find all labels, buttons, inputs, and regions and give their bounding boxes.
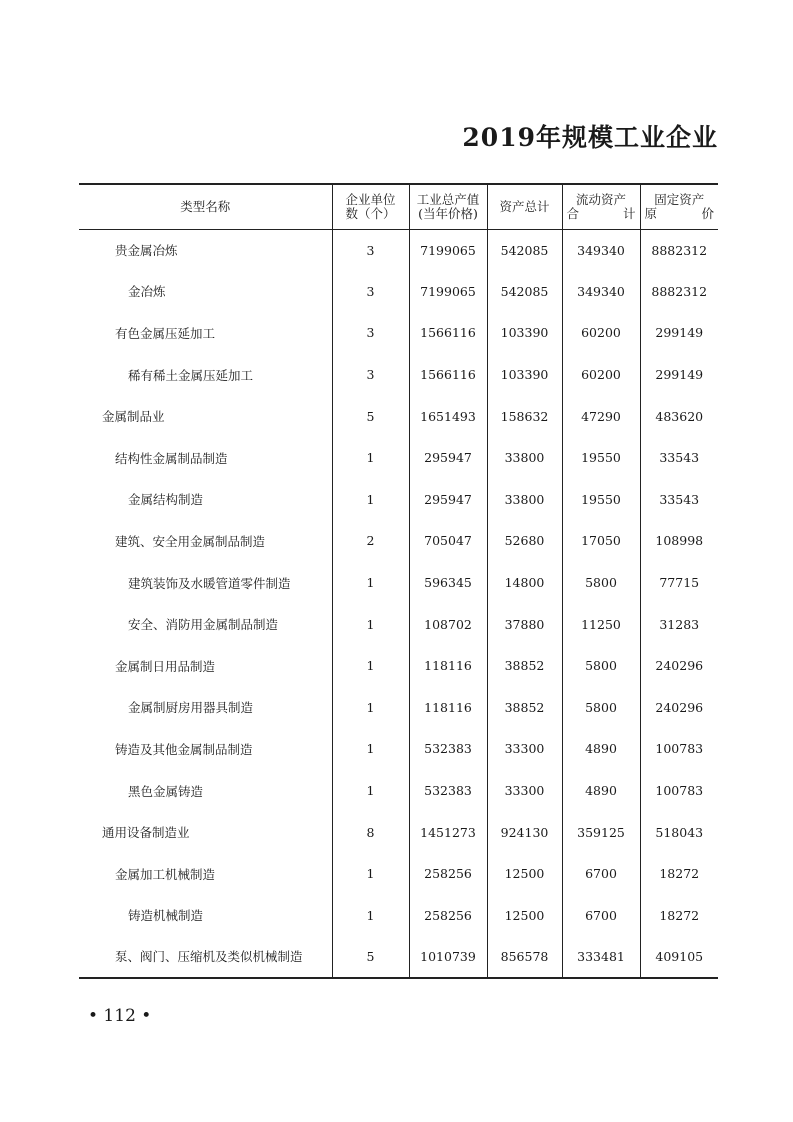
cell-fixed: 31283	[640, 603, 718, 645]
cell-fixed: 240296	[640, 687, 718, 729]
cell-name: 金属制日用品制造	[115, 658, 216, 674]
cell-assets: 856578	[487, 936, 562, 978]
cell-output: 596345	[409, 562, 487, 604]
cell-name: 铸造及其他金属制品制造	[115, 741, 253, 757]
cell-fixed: 409105	[640, 936, 718, 978]
cell-name: 建筑、安全用金属制品制造	[115, 533, 266, 549]
cell-current: 11250	[562, 603, 640, 645]
cell-output: 705047	[409, 520, 487, 562]
cell-name: 建筑装饰及水暖管道零件制造	[128, 575, 291, 591]
cell-current: 349340	[562, 229, 640, 271]
cell-assets: 33300	[487, 770, 562, 812]
table-header	[79, 184, 718, 229]
cell-units: 1	[332, 437, 409, 479]
cell-units: 3	[332, 354, 409, 396]
header-output	[409, 184, 487, 229]
statistics-table	[79, 183, 718, 979]
cell-output: 108702	[409, 603, 487, 645]
cell-name: 金属加工机械制造	[115, 866, 216, 882]
page-title: 2019年规模工业企业	[462, 123, 718, 152]
cell-units: 5	[332, 395, 409, 437]
table-row	[79, 853, 718, 895]
cell-assets: 38852	[487, 687, 562, 729]
table-body	[79, 229, 718, 978]
header-output-line2: (当年价格)	[418, 205, 478, 221]
table-row	[79, 936, 718, 978]
cell-name: 金属结构制造	[128, 492, 204, 508]
cell-name: 稀有稀土金属压延加工	[128, 367, 254, 383]
cell-output: 258256	[409, 853, 487, 895]
cell-current: 4890	[562, 770, 640, 812]
cell-units: 1	[332, 479, 409, 521]
header-current-line2	[567, 207, 636, 221]
cell-output: 7199065	[409, 271, 487, 313]
table-row	[79, 728, 718, 770]
cell-name: 安全、消防用金属制品制造	[128, 617, 279, 633]
header-fixed-char2: 价	[701, 205, 714, 221]
table-row	[79, 603, 718, 645]
cell-assets: 12500	[487, 853, 562, 895]
cell-output: 1651493	[409, 395, 487, 437]
cell-name: 金属制品业	[102, 409, 165, 425]
cell-assets: 14800	[487, 562, 562, 604]
cell-current: 19550	[562, 479, 640, 521]
cell-output: 532383	[409, 770, 487, 812]
cell-units: 8	[332, 811, 409, 853]
table-row	[79, 687, 718, 729]
cell-fixed: 299149	[640, 312, 718, 354]
cell-output: 1566116	[409, 312, 487, 354]
cell-fixed: 100783	[640, 728, 718, 770]
cell-assets: 158632	[487, 395, 562, 437]
cell-assets: 52680	[487, 520, 562, 562]
cell-output: 295947	[409, 437, 487, 479]
cell-name: 金冶炼	[128, 284, 166, 300]
header-current-char1: 合	[566, 205, 580, 221]
cell-output: 1566116	[409, 354, 487, 396]
header-current-assets	[562, 184, 640, 229]
cell-name: 黑色金属铸造	[128, 783, 204, 799]
cell-fixed: 33543	[640, 479, 718, 521]
cell-assets: 33300	[487, 728, 562, 770]
cell-assets: 12500	[487, 895, 562, 937]
cell-fixed: 8882312	[640, 271, 718, 313]
cell-current: 5800	[562, 645, 640, 687]
cell-units: 3	[332, 312, 409, 354]
cell-assets: 33800	[487, 437, 562, 479]
cell-name: 泵、阀门、压缩机及类似机械制造	[79, 936, 332, 978]
header-fixed-char1: 原	[644, 205, 658, 221]
cell-name: 结构性金属制品制造	[115, 450, 228, 466]
cell-assets: 542085	[487, 271, 562, 313]
cell-output: 118116	[409, 687, 487, 729]
cell-assets: 103390	[487, 354, 562, 396]
cell-fixed: 299149	[640, 354, 718, 396]
header-row	[79, 184, 718, 229]
table-row	[79, 354, 718, 396]
table-row	[79, 895, 718, 937]
cell-current: 333481	[562, 936, 640, 978]
header-fixed-assets	[640, 184, 718, 229]
cell-name: 金属制厨房用器具制造	[128, 700, 254, 716]
header-fixed-line1: 固定资产	[654, 191, 705, 207]
cell-name: 通用设备制造业	[102, 825, 190, 841]
table-row	[79, 562, 718, 604]
cell-current: 4890	[562, 728, 640, 770]
cell-output: 1451273	[409, 811, 487, 853]
cell-output: 7199065	[409, 229, 487, 271]
cell-units: 5	[332, 936, 409, 978]
cell-units: 1	[332, 770, 409, 812]
cell-assets: 103390	[487, 312, 562, 354]
cell-current: 349340	[562, 271, 640, 313]
table-row	[79, 811, 718, 853]
cell-assets: 37880	[487, 603, 562, 645]
cell-assets: 33800	[487, 479, 562, 521]
cell-current: 5800	[562, 562, 640, 604]
header-units	[332, 184, 409, 229]
cell-units: 1	[332, 562, 409, 604]
cell-name: 有色金属压延加工	[115, 325, 216, 341]
table-row	[79, 645, 718, 687]
table-row	[79, 437, 718, 479]
table-row	[79, 271, 718, 313]
cell-fixed: 18272	[640, 853, 718, 895]
cell-fixed: 8882312	[640, 229, 718, 271]
cell-units: 2	[332, 520, 409, 562]
cell-fixed: 77715	[640, 562, 718, 604]
cell-fixed: 108998	[640, 520, 718, 562]
cell-fixed: 33543	[640, 437, 718, 479]
cell-units: 3	[332, 271, 409, 313]
header-current-char2: 计	[622, 205, 636, 221]
header-units-line1: 企业单位	[345, 191, 396, 207]
table-row	[79, 229, 718, 271]
header-units-line2: 数（个）	[345, 205, 396, 221]
cell-output: 532383	[409, 728, 487, 770]
cell-current: 60200	[562, 312, 640, 354]
cell-assets: 38852	[487, 645, 562, 687]
header-fixed-line2	[645, 207, 715, 221]
header-name: 类型名称	[79, 184, 332, 229]
table-row	[79, 520, 718, 562]
cell-fixed: 18272	[640, 895, 718, 937]
cell-units: 3	[332, 229, 409, 271]
cell-units: 1	[332, 728, 409, 770]
cell-fixed: 100783	[640, 770, 718, 812]
table-row	[79, 770, 718, 812]
table-row	[79, 395, 718, 437]
cell-units: 1	[332, 895, 409, 937]
cell-units: 1	[332, 853, 409, 895]
cell-current: 47290	[562, 395, 640, 437]
header-assets: 资产总计	[487, 184, 562, 229]
cell-name: 贵金属冶炼	[115, 243, 178, 259]
table-row	[79, 312, 718, 354]
cell-current: 5800	[562, 687, 640, 729]
table-row	[79, 479, 718, 521]
cell-fixed: 240296	[640, 645, 718, 687]
cell-assets: 542085	[487, 229, 562, 271]
cell-output: 1010739	[409, 936, 487, 978]
page-number: • 112 •	[88, 1006, 152, 1026]
cell-fixed: 483620	[640, 395, 718, 437]
cell-current: 60200	[562, 354, 640, 396]
header-output-line1: 工业总产值	[416, 191, 480, 207]
cell-output: 258256	[409, 895, 487, 937]
cell-current: 17050	[562, 520, 640, 562]
cell-units: 1	[332, 603, 409, 645]
cell-units: 1	[332, 645, 409, 687]
header-current-line1: 流动资产	[575, 191, 626, 207]
cell-name: 铸造机械制造	[128, 908, 204, 924]
cell-assets: 924130	[487, 811, 562, 853]
cell-units: 1	[332, 687, 409, 729]
cell-output: 118116	[409, 645, 487, 687]
cell-current: 6700	[562, 895, 640, 937]
cell-output: 295947	[409, 479, 487, 521]
cell-current: 19550	[562, 437, 640, 479]
cell-current: 359125	[562, 811, 640, 853]
cell-current: 6700	[562, 853, 640, 895]
cell-fixed: 518043	[640, 811, 718, 853]
